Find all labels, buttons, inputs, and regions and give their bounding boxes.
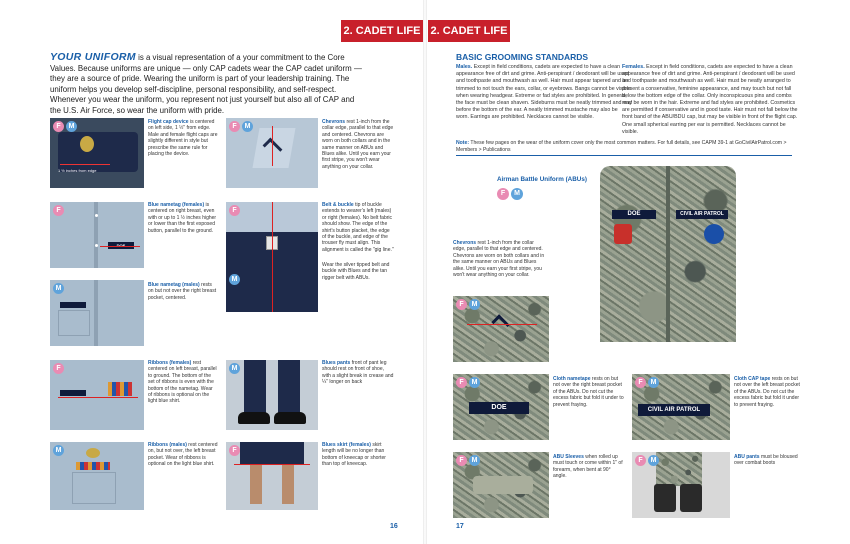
flight-cap-measure-label: 1 ½ inches from edge (58, 168, 97, 173)
ribbons-female-photo (50, 360, 144, 430)
female-badge: F (53, 363, 64, 374)
cap-patch-icon (704, 224, 724, 244)
female-badge: F (229, 445, 240, 456)
abu-nametape-caption: Cloth nametape rests on but not over the right breast pocket of the ABUs. Do not cut the excess fabric but fold it under to prevent fraying. (553, 376, 624, 408)
patch-icon (614, 224, 632, 244)
chevrons-photo (226, 118, 318, 188)
abu-sleeves-caption: ABU Sleeves when rolled up must touch or come within 1" of forearm, when bent at 90° angle. (553, 454, 623, 480)
female-badge: F (456, 299, 467, 310)
chevrons-caption: Chevrons rest 1-inch from the collar edge, parallel to that edge and centered. Chevrons are worn on both collars and in the same manner on ABUs and Blues alike. Until you earn your first stripe, you won't wear anything on your collar. (322, 119, 394, 170)
uniform-intro-text: is a visual representation of a your commitment to the Core Values. Because uniforms are unique — only CAP cadets wear the CAP cadet uniform — they are a source of pride. Wearing the uniform is part of your leadership training. The uniform helps you develop self-discipline, personal responsibility, and self-respect. Whenever you wear the uniform, you represent not just yourself but also all of CAP and the U.S. Air Force, so wear the uniform with pride. (50, 53, 362, 115)
belt-note-caption: Wear the silver tipped belt and buckle with Blues and the tan rigger belt with ABUs. (322, 262, 390, 281)
male-badge: M (242, 121, 253, 132)
female-badge: F (497, 188, 509, 200)
boot-icon (680, 484, 702, 512)
abu-pants-photo (632, 452, 730, 518)
male-badge: M (66, 121, 77, 132)
male-badge: M (53, 445, 64, 456)
boot-icon (654, 484, 676, 512)
ribbons-male-caption: Ribbons (males) rest centered on, but not over, the left breast pocket. Wear of ribbons is optional on the light blue shirt. (148, 442, 218, 468)
ribbons-female-caption: Ribbons (females) rest centered on left breast, parallel to ground. The bottom of the set of ribbons is even with the bottom of the nametag. Wear of ribbons is optional on the light blue shirt. (148, 360, 217, 405)
female-badge: F (456, 377, 467, 388)
uniform-intro (50, 52, 366, 117)
female-badge: F (229, 205, 240, 216)
abu-nametape-closeup: DOE (469, 402, 529, 414)
page-gutter (423, 0, 427, 544)
abu-chevrons-caption: Chevrons rest 1-inch from the collar edge, parallel to that edge and centered. Chevrons are worn on both collars and in the same manner on ABUs and Blues alike. Until you earn your first stripe, you won't wear anything on your collar. (453, 240, 545, 279)
abu-pants-caption: ABU pants must be bloused over combat boots (734, 454, 798, 467)
abu-chevrons-photo (453, 296, 549, 362)
abu-cap-tape-photo (632, 374, 730, 440)
nametag-female-caption: Blue nametag (females) is centered on right breast, even with or up to 1 ½ inches higher or lower than the first exposed button, parallel to the ground. (148, 202, 217, 234)
grooming-females: Females. Except in field conditions, cadets are expected to have a clean appearance free of dirt and grime. Anti-perspirant / deodorant will be used and toothpaste and mouthwash as well. Hair must be neatly arranged to present a conservative, feminine appearance, and may touch but not fall below the bottom edge of the collar. Only inconspicuous pins and combs may be worn in the hair. Extreme and fad styles are prohibited. Cosmetics are permitted if conservative and in good taste. Hair must not fall below the front band of the ABU/BDU cap, but may be visible in front of the flight cap. One small spherical earring per ear is permitted. Necklaces cannot be visible. (622, 64, 798, 135)
abu-title: Airman Battle Uniform (ABUs) (497, 176, 587, 183)
male-badge: M (469, 377, 480, 388)
grooming-males: Males. Except in field conditions, cadets are expected to have a clean appearance free of dirt and grime. Anti-perspirant / deodorant will be used and toothpaste and mouthwash as well. Hair must appear tapered and be trimmed to not touch the ears, collar, or eyebrows. Bangs cannot be visible when wearing headgear. Extreme or fad styles are prohibited. In general, the face must be clean shaven. Sideburns must be neatly trimmed and end before the bottom of the ear. A neatly trimmed mustache may also be worn. Earrings are prohibited. Necklaces cannot be visible. (456, 64, 632, 121)
page-number-right: 17 (456, 523, 464, 530)
blues-pants-photo (226, 360, 318, 430)
abu-nametape-photo (453, 374, 549, 440)
blues-skirt-photo (226, 442, 318, 510)
male-badge: M (511, 188, 523, 200)
male-badge: M (53, 283, 64, 294)
uniform-title: YOUR UNIFORM (50, 51, 136, 63)
male-badge: M (469, 299, 480, 310)
female-badge: F (53, 121, 64, 132)
male-badge: M (469, 455, 480, 466)
female-badge: F (635, 377, 646, 388)
male-badge: M (229, 274, 240, 285)
nametag-male-photo (50, 280, 144, 346)
abu-sleeves-photo (453, 452, 549, 518)
female-badge: F (456, 455, 467, 466)
blues-pants-caption: Blues pants front of pant leg should rest on front of shoe, with a slight break in crease and ¼" longer on back (322, 360, 394, 386)
flight-cap-caption: Flight cap device is centered on left side, 1 ½" from edge. Male and female flight caps are slightly different in style but prescribe the same rule for placing the device. (148, 119, 218, 158)
male-badge: M (648, 377, 659, 388)
male-badge: M (648, 455, 659, 466)
grooming-note: Note: These few pages on the wear of the uniform cover only the most common matters. For full details, see CAPM 39-1 at GoCivilAirPatrol.com > Members > Publications (456, 140, 787, 153)
belt-caption: Belt & buckle tip of buckle extends to wearer's left (males) or right (females). No belt fabric should show. The edge of the shirt's button placket, the edge of the buckle, and edge of the trouser fly must align. This alignment is called the "gig line." (322, 202, 394, 253)
blues-skirt-caption: Blues skirt (females) skirt length will be no longer than bottom of kneecap or shorter than top of kneecap. (322, 442, 386, 468)
grooming-title: BASIC GROOMING STANDARDS (456, 52, 589, 62)
abu-nametape: DOE (612, 210, 656, 219)
abu-cap-tape-caption: Cloth CAP tape rests on but not over the left breast pocket of the ABUs. Do not cut the excess fabric but fold it under to prevent fraying. (734, 376, 800, 408)
nametag-male-caption: Blue nametag (males) rests on but not over the right breast pocket, centered. (148, 282, 217, 301)
female-badge: F (53, 205, 64, 216)
male-badge: M (229, 363, 240, 374)
female-badge: F (229, 121, 240, 132)
section-tab-right: 2. CADET LIFE (428, 20, 510, 42)
cap-device-icon (80, 136, 94, 152)
nametag-female-photo (50, 202, 144, 268)
flight-cap-photo (50, 118, 144, 188)
divider (456, 155, 792, 156)
female-badge: F (635, 455, 646, 466)
section-tab-left: 2. CADET LIFE (341, 20, 423, 42)
ribbons-male-photo (50, 442, 144, 510)
abu-cap-tape: CIVIL AIR PATROL (676, 210, 728, 219)
page-number-left: 16 (390, 523, 398, 530)
belt-buckle-photo (226, 202, 318, 312)
abu-blouse-photo (600, 166, 736, 342)
abu-cap-tape-closeup: CIVIL AIR PATROL (638, 404, 710, 416)
